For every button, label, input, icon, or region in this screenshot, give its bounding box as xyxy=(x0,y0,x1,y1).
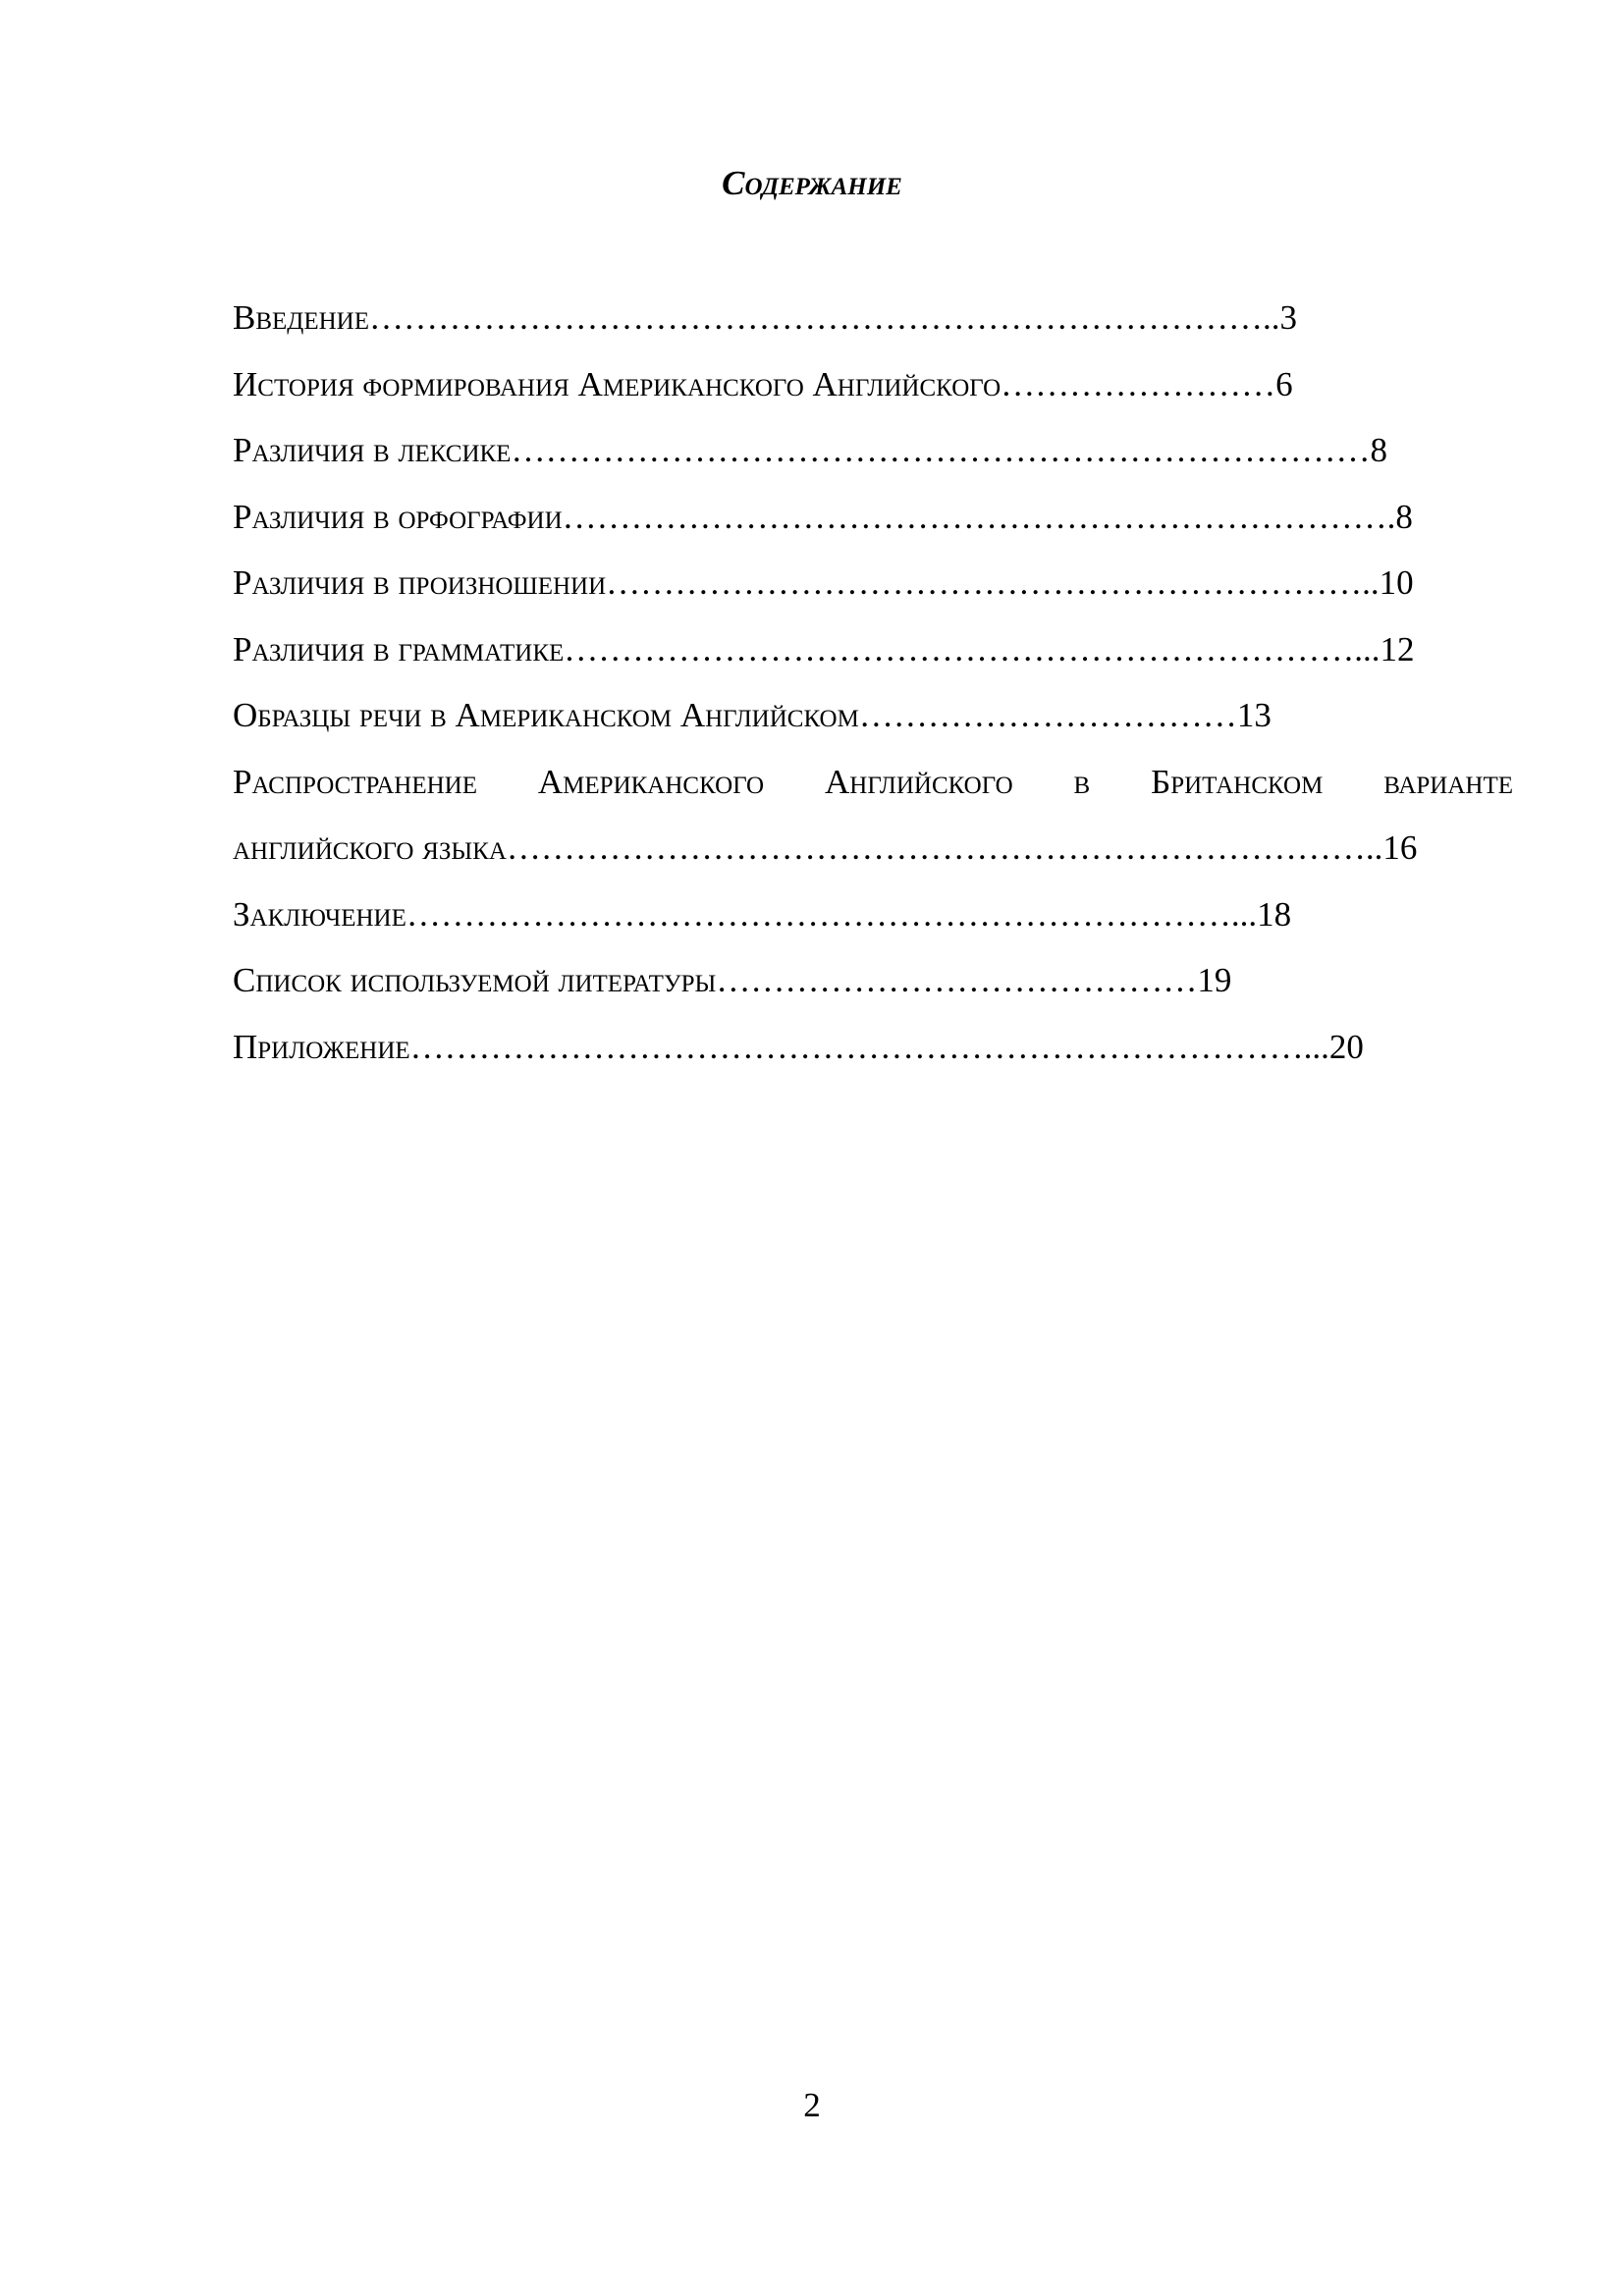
toc-entry-leader: ………………………………………………………………. xyxy=(562,497,1396,536)
toc-entry-page: 6 xyxy=(1275,364,1293,403)
toc-entry[interactable] xyxy=(233,417,1513,484)
toc-entry[interactable] xyxy=(233,815,1513,881)
toc-entry[interactable] xyxy=(233,616,1513,683)
toc-entry-title: Различия в орфографии xyxy=(233,497,563,536)
toc-entry-page: 10 xyxy=(1379,563,1414,602)
toc-entry-page: 19 xyxy=(1197,961,1232,999)
toc-entry[interactable] xyxy=(233,550,1513,616)
toc-entry-title: Различия в лексике xyxy=(233,431,512,469)
toc-entry-title: Различия в произношении xyxy=(233,563,607,602)
toc-entry-page: 12 xyxy=(1380,629,1415,668)
toc-title: Содержание xyxy=(722,164,902,202)
toc-entry-leader: ……………………………………………………………………... xyxy=(409,1027,1329,1066)
toc-entry[interactable] xyxy=(233,749,1513,816)
toc-entry[interactable] xyxy=(233,682,1513,749)
toc-entry-page: 3 xyxy=(1279,298,1297,337)
page-number: 2 xyxy=(803,2086,821,2124)
toc-entry[interactable] xyxy=(233,351,1513,418)
toc-entry-title: английского языка xyxy=(233,828,507,867)
toc-entry-title: Распространение Американского Английского в Британском варианте xyxy=(233,762,1513,801)
toc-entry-leader: ………………………………………………………………... xyxy=(406,894,1258,934)
toc-entry[interactable] xyxy=(233,1014,1513,1081)
toc-entry-title: История формирования Американского Английского xyxy=(233,364,1001,403)
toc-entry-title: Заключение xyxy=(233,894,406,934)
toc-entry[interactable] xyxy=(233,285,1513,351)
toc-entry-title: Введение xyxy=(233,298,369,337)
toc-entry-leader: …………………………… xyxy=(858,696,1237,734)
toc-entry-leader: ……………………………………………………………... xyxy=(564,629,1380,668)
toc-entry[interactable] xyxy=(233,947,1513,1014)
toc-entry-leader: ………………………………………………………………… xyxy=(511,431,1371,469)
toc-entry-page: 16 xyxy=(1382,828,1418,867)
toc-entry-page: 18 xyxy=(1257,894,1292,934)
toc-entry-leader: ………………………………………………………….. xyxy=(606,563,1380,602)
toc-entry-page: 20 xyxy=(1328,1027,1364,1066)
toc-entry-leader: …………………………………… xyxy=(716,961,1198,999)
toc-entry-leader: …………………… xyxy=(1001,364,1276,403)
toc-entry-page: 8 xyxy=(1370,431,1387,469)
toc-entry-title: Образцы речи в Американском Английском xyxy=(233,696,859,734)
toc-entry-leader: ………………………………………………………………….. xyxy=(506,828,1383,867)
toc-entry-page: 8 xyxy=(1395,497,1413,536)
toc-entry[interactable] xyxy=(233,881,1513,948)
toc-entry-title: Приложение xyxy=(233,1027,410,1066)
toc-entry-page: 13 xyxy=(1236,696,1272,734)
toc-entry-leader: …………………………………………………………………….. xyxy=(369,298,1280,337)
table-of-contents xyxy=(233,285,1513,1080)
toc-entry-title: Различия в грамматике xyxy=(233,629,565,668)
toc-entry-title: Список используемой литературы xyxy=(233,961,717,999)
toc-entry[interactable] xyxy=(233,484,1513,551)
